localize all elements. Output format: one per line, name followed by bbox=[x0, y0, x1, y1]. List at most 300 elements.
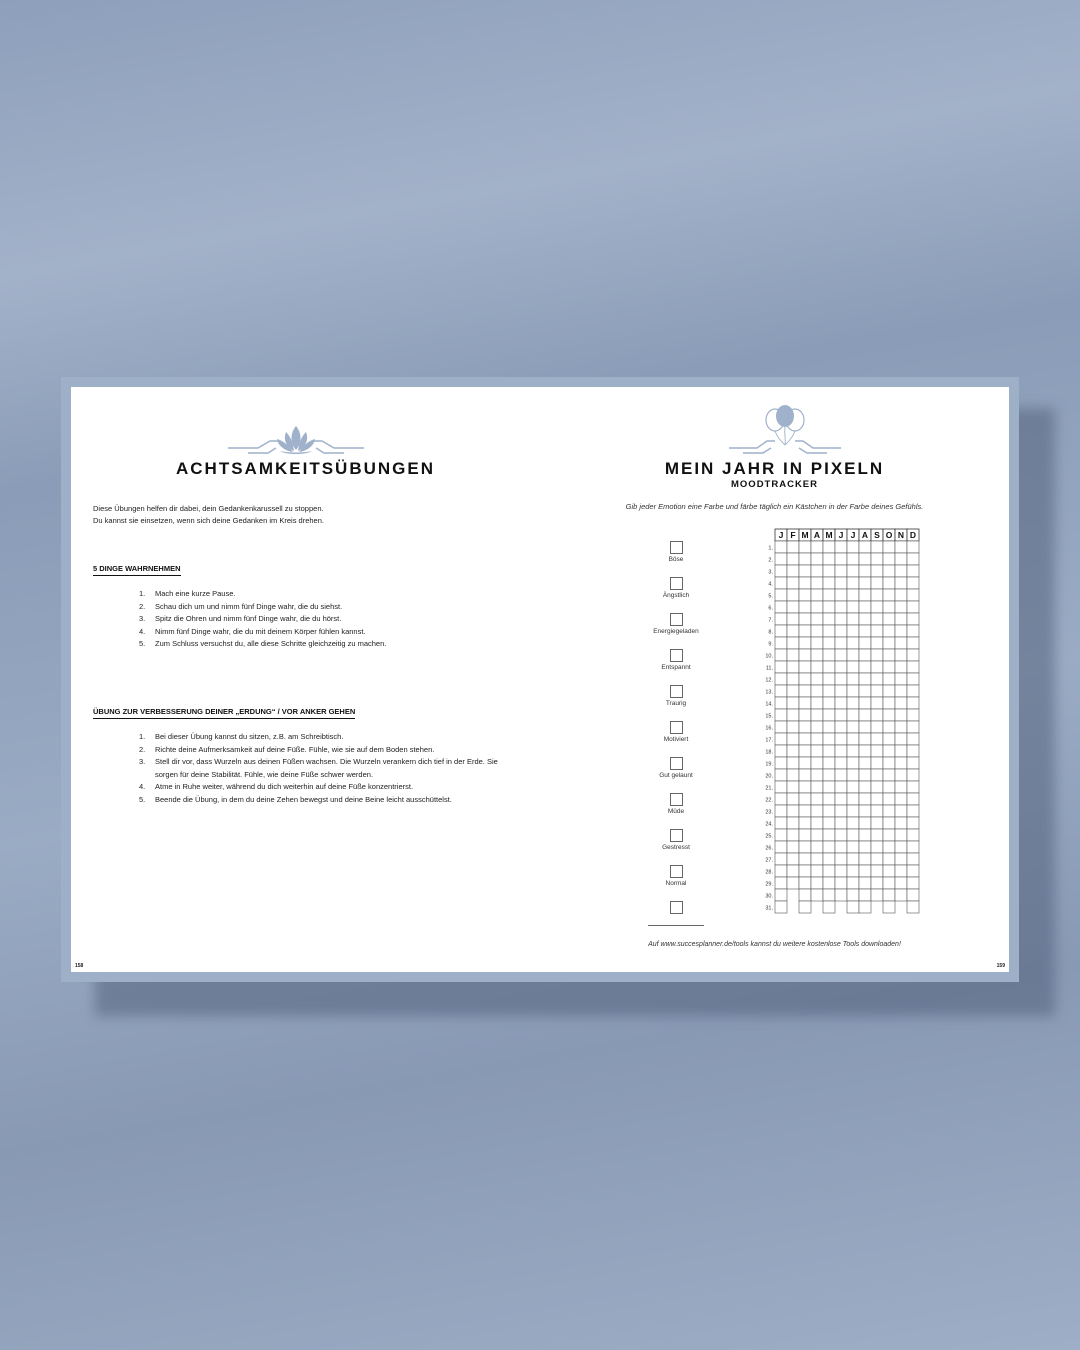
day-cell[interactable] bbox=[823, 745, 835, 757]
mood-item-entspannt[interactable] bbox=[643, 649, 709, 671]
day-cell[interactable] bbox=[847, 553, 859, 565]
day-cell[interactable] bbox=[811, 733, 823, 745]
day-cell[interactable] bbox=[895, 697, 907, 709]
day-cell[interactable] bbox=[907, 709, 919, 721]
day-cell[interactable] bbox=[787, 841, 799, 853]
day-cell[interactable] bbox=[775, 829, 787, 841]
day-cell[interactable] bbox=[823, 637, 835, 649]
day-cell[interactable] bbox=[787, 769, 799, 781]
day-cell[interactable] bbox=[847, 817, 859, 829]
day-cell[interactable] bbox=[883, 853, 895, 865]
day-cell[interactable] bbox=[907, 685, 919, 697]
mood-color-box[interactable] bbox=[670, 685, 683, 698]
day-cell[interactable] bbox=[811, 637, 823, 649]
day-cell[interactable] bbox=[847, 829, 859, 841]
day-cell[interactable] bbox=[859, 745, 871, 757]
day-cell[interactable] bbox=[871, 769, 883, 781]
day-cell[interactable] bbox=[847, 865, 859, 877]
day-cell[interactable] bbox=[787, 721, 799, 733]
day-cell[interactable] bbox=[775, 841, 787, 853]
day-cell[interactable] bbox=[811, 709, 823, 721]
day-cell[interactable] bbox=[799, 721, 811, 733]
day-cell[interactable] bbox=[895, 601, 907, 613]
day-cell[interactable] bbox=[871, 829, 883, 841]
day-cell[interactable] bbox=[775, 817, 787, 829]
mood-item-aengstlich[interactable] bbox=[643, 577, 709, 599]
day-cell[interactable] bbox=[823, 901, 835, 913]
day-cell[interactable] bbox=[907, 781, 919, 793]
day-cell[interactable] bbox=[859, 817, 871, 829]
day-cell[interactable] bbox=[871, 577, 883, 589]
day-cell[interactable] bbox=[895, 649, 907, 661]
day-cell[interactable] bbox=[811, 673, 823, 685]
day-cell[interactable] bbox=[895, 625, 907, 637]
day-cell[interactable] bbox=[823, 817, 835, 829]
day-cell[interactable] bbox=[823, 805, 835, 817]
day-cell[interactable] bbox=[907, 865, 919, 877]
day-cell[interactable] bbox=[799, 661, 811, 673]
day-cell[interactable] bbox=[787, 853, 799, 865]
day-cell[interactable] bbox=[895, 721, 907, 733]
day-cell[interactable] bbox=[835, 625, 847, 637]
day-cell[interactable] bbox=[823, 709, 835, 721]
day-cell[interactable] bbox=[811, 817, 823, 829]
day-cell[interactable] bbox=[871, 889, 883, 901]
day-cell[interactable] bbox=[883, 661, 895, 673]
day-cell[interactable] bbox=[787, 829, 799, 841]
mood-item-boese[interactable] bbox=[643, 541, 709, 563]
day-cell[interactable] bbox=[883, 637, 895, 649]
mood-item-gut-gelaunt[interactable] bbox=[643, 757, 709, 779]
day-cell[interactable] bbox=[835, 577, 847, 589]
day-cell[interactable] bbox=[895, 805, 907, 817]
day-cell[interactable] bbox=[847, 613, 859, 625]
day-cell[interactable] bbox=[907, 565, 919, 577]
day-cell[interactable] bbox=[775, 709, 787, 721]
mood-item-energiegeladen[interactable] bbox=[643, 613, 709, 635]
day-cell[interactable] bbox=[847, 853, 859, 865]
day-cell[interactable] bbox=[811, 841, 823, 853]
day-cell[interactable] bbox=[847, 601, 859, 613]
day-cell[interactable] bbox=[883, 757, 895, 769]
day-cell[interactable] bbox=[847, 649, 859, 661]
day-cell[interactable] bbox=[835, 613, 847, 625]
day-cell[interactable] bbox=[799, 565, 811, 577]
day-cell[interactable] bbox=[871, 709, 883, 721]
day-cell[interactable] bbox=[835, 637, 847, 649]
day-cell[interactable] bbox=[787, 661, 799, 673]
day-cell[interactable] bbox=[823, 733, 835, 745]
day-cell[interactable] bbox=[895, 577, 907, 589]
day-cell[interactable] bbox=[775, 553, 787, 565]
day-cell[interactable] bbox=[787, 565, 799, 577]
day-cell[interactable] bbox=[847, 709, 859, 721]
day-cell[interactable] bbox=[859, 901, 871, 913]
day-cell[interactable] bbox=[859, 841, 871, 853]
day-cell[interactable] bbox=[859, 697, 871, 709]
day-cell[interactable] bbox=[883, 709, 895, 721]
mood-color-box[interactable] bbox=[670, 757, 683, 770]
day-cell[interactable] bbox=[823, 661, 835, 673]
day-cell[interactable] bbox=[883, 901, 895, 913]
day-cell[interactable] bbox=[847, 733, 859, 745]
day-cell[interactable] bbox=[847, 901, 859, 913]
day-cell[interactable] bbox=[895, 589, 907, 601]
day-cell[interactable] bbox=[799, 649, 811, 661]
day-cell[interactable] bbox=[787, 781, 799, 793]
day-cell[interactable] bbox=[859, 721, 871, 733]
day-cell[interactable] bbox=[799, 901, 811, 913]
day-cell[interactable] bbox=[811, 661, 823, 673]
mood-item-gestresst[interactable] bbox=[643, 829, 709, 851]
day-cell[interactable] bbox=[907, 769, 919, 781]
day-cell[interactable] bbox=[883, 685, 895, 697]
day-cell[interactable] bbox=[907, 613, 919, 625]
day-cell[interactable] bbox=[847, 637, 859, 649]
day-cell[interactable] bbox=[835, 589, 847, 601]
day-cell[interactable] bbox=[835, 829, 847, 841]
day-cell[interactable] bbox=[871, 541, 883, 553]
day-cell[interactable] bbox=[799, 697, 811, 709]
day-cell[interactable] bbox=[787, 649, 799, 661]
day-cell[interactable] bbox=[847, 889, 859, 901]
day-cell[interactable] bbox=[775, 565, 787, 577]
day-cell[interactable] bbox=[883, 565, 895, 577]
day-cell[interactable] bbox=[835, 673, 847, 685]
day-cell[interactable] bbox=[871, 661, 883, 673]
day-cell[interactable] bbox=[787, 589, 799, 601]
day-cell[interactable] bbox=[847, 781, 859, 793]
mood-color-box[interactable] bbox=[670, 613, 683, 626]
day-cell[interactable] bbox=[835, 565, 847, 577]
day-cell[interactable] bbox=[859, 769, 871, 781]
day-cell[interactable] bbox=[775, 649, 787, 661]
day-cell[interactable] bbox=[799, 793, 811, 805]
day-cell[interactable] bbox=[871, 685, 883, 697]
day-cell[interactable] bbox=[871, 637, 883, 649]
day-cell[interactable] bbox=[835, 889, 847, 901]
day-cell[interactable] bbox=[907, 697, 919, 709]
day-cell[interactable] bbox=[799, 577, 811, 589]
day-cell[interactable] bbox=[883, 673, 895, 685]
day-cell[interactable] bbox=[811, 697, 823, 709]
day-cell[interactable] bbox=[823, 541, 835, 553]
day-cell[interactable] bbox=[775, 637, 787, 649]
day-cell[interactable] bbox=[871, 649, 883, 661]
day-cell[interactable] bbox=[799, 685, 811, 697]
day-cell[interactable] bbox=[823, 697, 835, 709]
day-cell[interactable] bbox=[883, 541, 895, 553]
day-cell[interactable] bbox=[787, 865, 799, 877]
day-cell[interactable] bbox=[811, 805, 823, 817]
day-cell[interactable] bbox=[895, 853, 907, 865]
day-cell[interactable] bbox=[823, 769, 835, 781]
day-cell[interactable] bbox=[811, 565, 823, 577]
day-cell[interactable] bbox=[871, 565, 883, 577]
day-cell[interactable] bbox=[847, 841, 859, 853]
day-cell[interactable] bbox=[871, 853, 883, 865]
day-cell[interactable] bbox=[835, 781, 847, 793]
day-cell[interactable] bbox=[799, 733, 811, 745]
day-cell[interactable] bbox=[871, 841, 883, 853]
day-cell[interactable] bbox=[811, 685, 823, 697]
day-cell[interactable] bbox=[787, 637, 799, 649]
day-cell[interactable] bbox=[847, 673, 859, 685]
day-cell[interactable] bbox=[895, 685, 907, 697]
day-cell[interactable] bbox=[835, 757, 847, 769]
day-cell[interactable] bbox=[907, 637, 919, 649]
day-cell[interactable] bbox=[835, 769, 847, 781]
day-cell[interactable] bbox=[895, 877, 907, 889]
day-cell[interactable] bbox=[823, 601, 835, 613]
day-cell[interactable] bbox=[859, 685, 871, 697]
day-cell[interactable] bbox=[799, 745, 811, 757]
day-cell[interactable] bbox=[847, 877, 859, 889]
day-cell[interactable] bbox=[775, 901, 787, 913]
day-cell[interactable] bbox=[895, 757, 907, 769]
day-cell[interactable] bbox=[835, 817, 847, 829]
day-cell[interactable] bbox=[823, 877, 835, 889]
day-cell[interactable] bbox=[859, 541, 871, 553]
day-cell[interactable] bbox=[835, 697, 847, 709]
day-cell[interactable] bbox=[871, 805, 883, 817]
day-cell[interactable] bbox=[799, 709, 811, 721]
day-cell[interactable] bbox=[895, 769, 907, 781]
day-cell[interactable] bbox=[883, 805, 895, 817]
day-cell[interactable] bbox=[883, 841, 895, 853]
day-cell[interactable] bbox=[823, 781, 835, 793]
day-cell[interactable] bbox=[775, 589, 787, 601]
day-cell[interactable] bbox=[811, 853, 823, 865]
day-cell[interactable] bbox=[775, 673, 787, 685]
day-cell[interactable] bbox=[859, 877, 871, 889]
day-cell[interactable] bbox=[895, 613, 907, 625]
day-cell[interactable] bbox=[907, 649, 919, 661]
day-cell[interactable] bbox=[883, 625, 895, 637]
day-cell[interactable] bbox=[859, 601, 871, 613]
day-cell[interactable] bbox=[835, 841, 847, 853]
day-cell[interactable] bbox=[823, 841, 835, 853]
day-cell[interactable] bbox=[847, 685, 859, 697]
day-cell[interactable] bbox=[847, 745, 859, 757]
day-cell[interactable] bbox=[787, 685, 799, 697]
day-cell[interactable] bbox=[775, 781, 787, 793]
day-cell[interactable] bbox=[907, 853, 919, 865]
day-cell[interactable] bbox=[847, 757, 859, 769]
day-cell[interactable] bbox=[799, 601, 811, 613]
day-cell[interactable] bbox=[847, 697, 859, 709]
day-cell[interactable] bbox=[823, 721, 835, 733]
day-cell[interactable] bbox=[823, 829, 835, 841]
custom-mood-line[interactable] bbox=[648, 925, 704, 926]
day-cell[interactable] bbox=[811, 721, 823, 733]
day-cell[interactable] bbox=[811, 793, 823, 805]
day-cell[interactable] bbox=[907, 877, 919, 889]
day-cell[interactable] bbox=[847, 769, 859, 781]
day-cell[interactable] bbox=[847, 541, 859, 553]
day-cell[interactable] bbox=[835, 553, 847, 565]
day-cell[interactable] bbox=[883, 733, 895, 745]
day-cell[interactable] bbox=[871, 613, 883, 625]
day-cell[interactable] bbox=[871, 745, 883, 757]
day-cell[interactable] bbox=[823, 625, 835, 637]
day-cell[interactable] bbox=[859, 793, 871, 805]
day-cell[interactable] bbox=[799, 817, 811, 829]
day-cell[interactable] bbox=[859, 637, 871, 649]
day-cell[interactable] bbox=[871, 817, 883, 829]
day-cell[interactable] bbox=[871, 733, 883, 745]
mood-color-box[interactable] bbox=[670, 541, 683, 554]
day-cell[interactable] bbox=[835, 805, 847, 817]
day-cell[interactable] bbox=[787, 805, 799, 817]
day-cell[interactable] bbox=[883, 769, 895, 781]
day-cell[interactable] bbox=[835, 745, 847, 757]
day-cell[interactable] bbox=[835, 661, 847, 673]
day-cell[interactable] bbox=[823, 865, 835, 877]
day-cell[interactable] bbox=[823, 565, 835, 577]
day-cell[interactable] bbox=[835, 709, 847, 721]
day-cell[interactable] bbox=[799, 781, 811, 793]
mood-item-custom[interactable] bbox=[643, 901, 709, 916]
day-cell[interactable] bbox=[859, 829, 871, 841]
day-cell[interactable] bbox=[859, 589, 871, 601]
day-cell[interactable] bbox=[907, 553, 919, 565]
day-cell[interactable] bbox=[799, 589, 811, 601]
day-cell[interactable] bbox=[775, 661, 787, 673]
day-cell[interactable] bbox=[787, 601, 799, 613]
day-cell[interactable] bbox=[775, 733, 787, 745]
day-cell[interactable] bbox=[775, 877, 787, 889]
day-cell[interactable] bbox=[859, 577, 871, 589]
day-cell[interactable] bbox=[811, 601, 823, 613]
day-cell[interactable] bbox=[871, 793, 883, 805]
day-cell[interactable] bbox=[907, 661, 919, 673]
day-cell[interactable] bbox=[787, 541, 799, 553]
day-cell[interactable] bbox=[775, 757, 787, 769]
day-cell[interactable] bbox=[895, 829, 907, 841]
day-cell[interactable] bbox=[799, 841, 811, 853]
day-cell[interactable] bbox=[775, 541, 787, 553]
day-cell[interactable] bbox=[907, 541, 919, 553]
day-cell[interactable] bbox=[847, 793, 859, 805]
day-cell[interactable] bbox=[811, 769, 823, 781]
day-cell[interactable] bbox=[787, 745, 799, 757]
day-cell[interactable] bbox=[799, 541, 811, 553]
mood-item-motiviert[interactable] bbox=[643, 721, 709, 743]
day-cell[interactable] bbox=[859, 613, 871, 625]
day-cell[interactable] bbox=[907, 817, 919, 829]
day-cell[interactable] bbox=[907, 625, 919, 637]
day-cell[interactable] bbox=[883, 613, 895, 625]
day-cell[interactable] bbox=[847, 721, 859, 733]
day-cell[interactable] bbox=[775, 601, 787, 613]
day-cell[interactable] bbox=[859, 709, 871, 721]
day-cell[interactable] bbox=[895, 709, 907, 721]
day-cell[interactable] bbox=[871, 625, 883, 637]
day-cell[interactable] bbox=[787, 733, 799, 745]
day-cell[interactable] bbox=[799, 769, 811, 781]
day-cell[interactable] bbox=[823, 793, 835, 805]
day-cell[interactable] bbox=[907, 577, 919, 589]
day-cell[interactable] bbox=[823, 853, 835, 865]
day-cell[interactable] bbox=[895, 541, 907, 553]
day-cell[interactable] bbox=[835, 649, 847, 661]
day-cell[interactable] bbox=[799, 805, 811, 817]
day-cell[interactable] bbox=[775, 793, 787, 805]
day-cell[interactable] bbox=[859, 649, 871, 661]
day-cell[interactable] bbox=[823, 589, 835, 601]
day-cell[interactable] bbox=[883, 577, 895, 589]
day-cell[interactable] bbox=[907, 829, 919, 841]
day-cell[interactable] bbox=[799, 613, 811, 625]
day-cell[interactable] bbox=[859, 853, 871, 865]
day-cell[interactable] bbox=[823, 685, 835, 697]
day-cell[interactable] bbox=[823, 577, 835, 589]
day-cell[interactable] bbox=[859, 673, 871, 685]
day-cell[interactable] bbox=[907, 733, 919, 745]
day-cell[interactable] bbox=[871, 673, 883, 685]
day-cell[interactable] bbox=[859, 733, 871, 745]
mood-item-traurig[interactable] bbox=[643, 685, 709, 707]
day-cell[interactable] bbox=[775, 685, 787, 697]
day-cell[interactable] bbox=[835, 721, 847, 733]
day-cell[interactable] bbox=[871, 589, 883, 601]
day-cell[interactable] bbox=[799, 553, 811, 565]
day-cell[interactable] bbox=[895, 565, 907, 577]
day-cell[interactable] bbox=[871, 721, 883, 733]
day-cell[interactable] bbox=[787, 673, 799, 685]
day-cell[interactable] bbox=[799, 877, 811, 889]
day-cell[interactable] bbox=[799, 625, 811, 637]
day-cell[interactable] bbox=[811, 625, 823, 637]
day-cell[interactable] bbox=[883, 829, 895, 841]
day-cell[interactable] bbox=[835, 685, 847, 697]
day-cell[interactable] bbox=[835, 793, 847, 805]
day-cell[interactable] bbox=[871, 553, 883, 565]
day-cell[interactable] bbox=[787, 553, 799, 565]
day-cell[interactable] bbox=[787, 793, 799, 805]
day-cell[interactable] bbox=[847, 661, 859, 673]
day-cell[interactable] bbox=[895, 889, 907, 901]
day-cell[interactable] bbox=[811, 757, 823, 769]
day-cell[interactable] bbox=[775, 769, 787, 781]
day-cell[interactable] bbox=[811, 889, 823, 901]
day-cell[interactable] bbox=[883, 865, 895, 877]
day-cell[interactable] bbox=[907, 673, 919, 685]
day-cell[interactable] bbox=[907, 757, 919, 769]
day-cell[interactable] bbox=[907, 889, 919, 901]
day-cell[interactable] bbox=[811, 541, 823, 553]
day-cell[interactable] bbox=[895, 817, 907, 829]
day-cell[interactable] bbox=[895, 673, 907, 685]
day-cell[interactable] bbox=[775, 697, 787, 709]
day-cell[interactable] bbox=[883, 745, 895, 757]
day-cell[interactable] bbox=[847, 577, 859, 589]
day-cell[interactable] bbox=[811, 877, 823, 889]
day-cell[interactable] bbox=[775, 577, 787, 589]
day-cell[interactable] bbox=[811, 829, 823, 841]
day-cell[interactable] bbox=[775, 865, 787, 877]
day-cell[interactable] bbox=[883, 697, 895, 709]
day-cell[interactable] bbox=[835, 733, 847, 745]
day-cell[interactable] bbox=[883, 553, 895, 565]
day-cell[interactable] bbox=[787, 697, 799, 709]
day-cell[interactable] bbox=[847, 625, 859, 637]
day-cell[interactable] bbox=[811, 613, 823, 625]
day-cell[interactable] bbox=[823, 649, 835, 661]
day-cell[interactable] bbox=[871, 781, 883, 793]
day-cell[interactable] bbox=[823, 613, 835, 625]
